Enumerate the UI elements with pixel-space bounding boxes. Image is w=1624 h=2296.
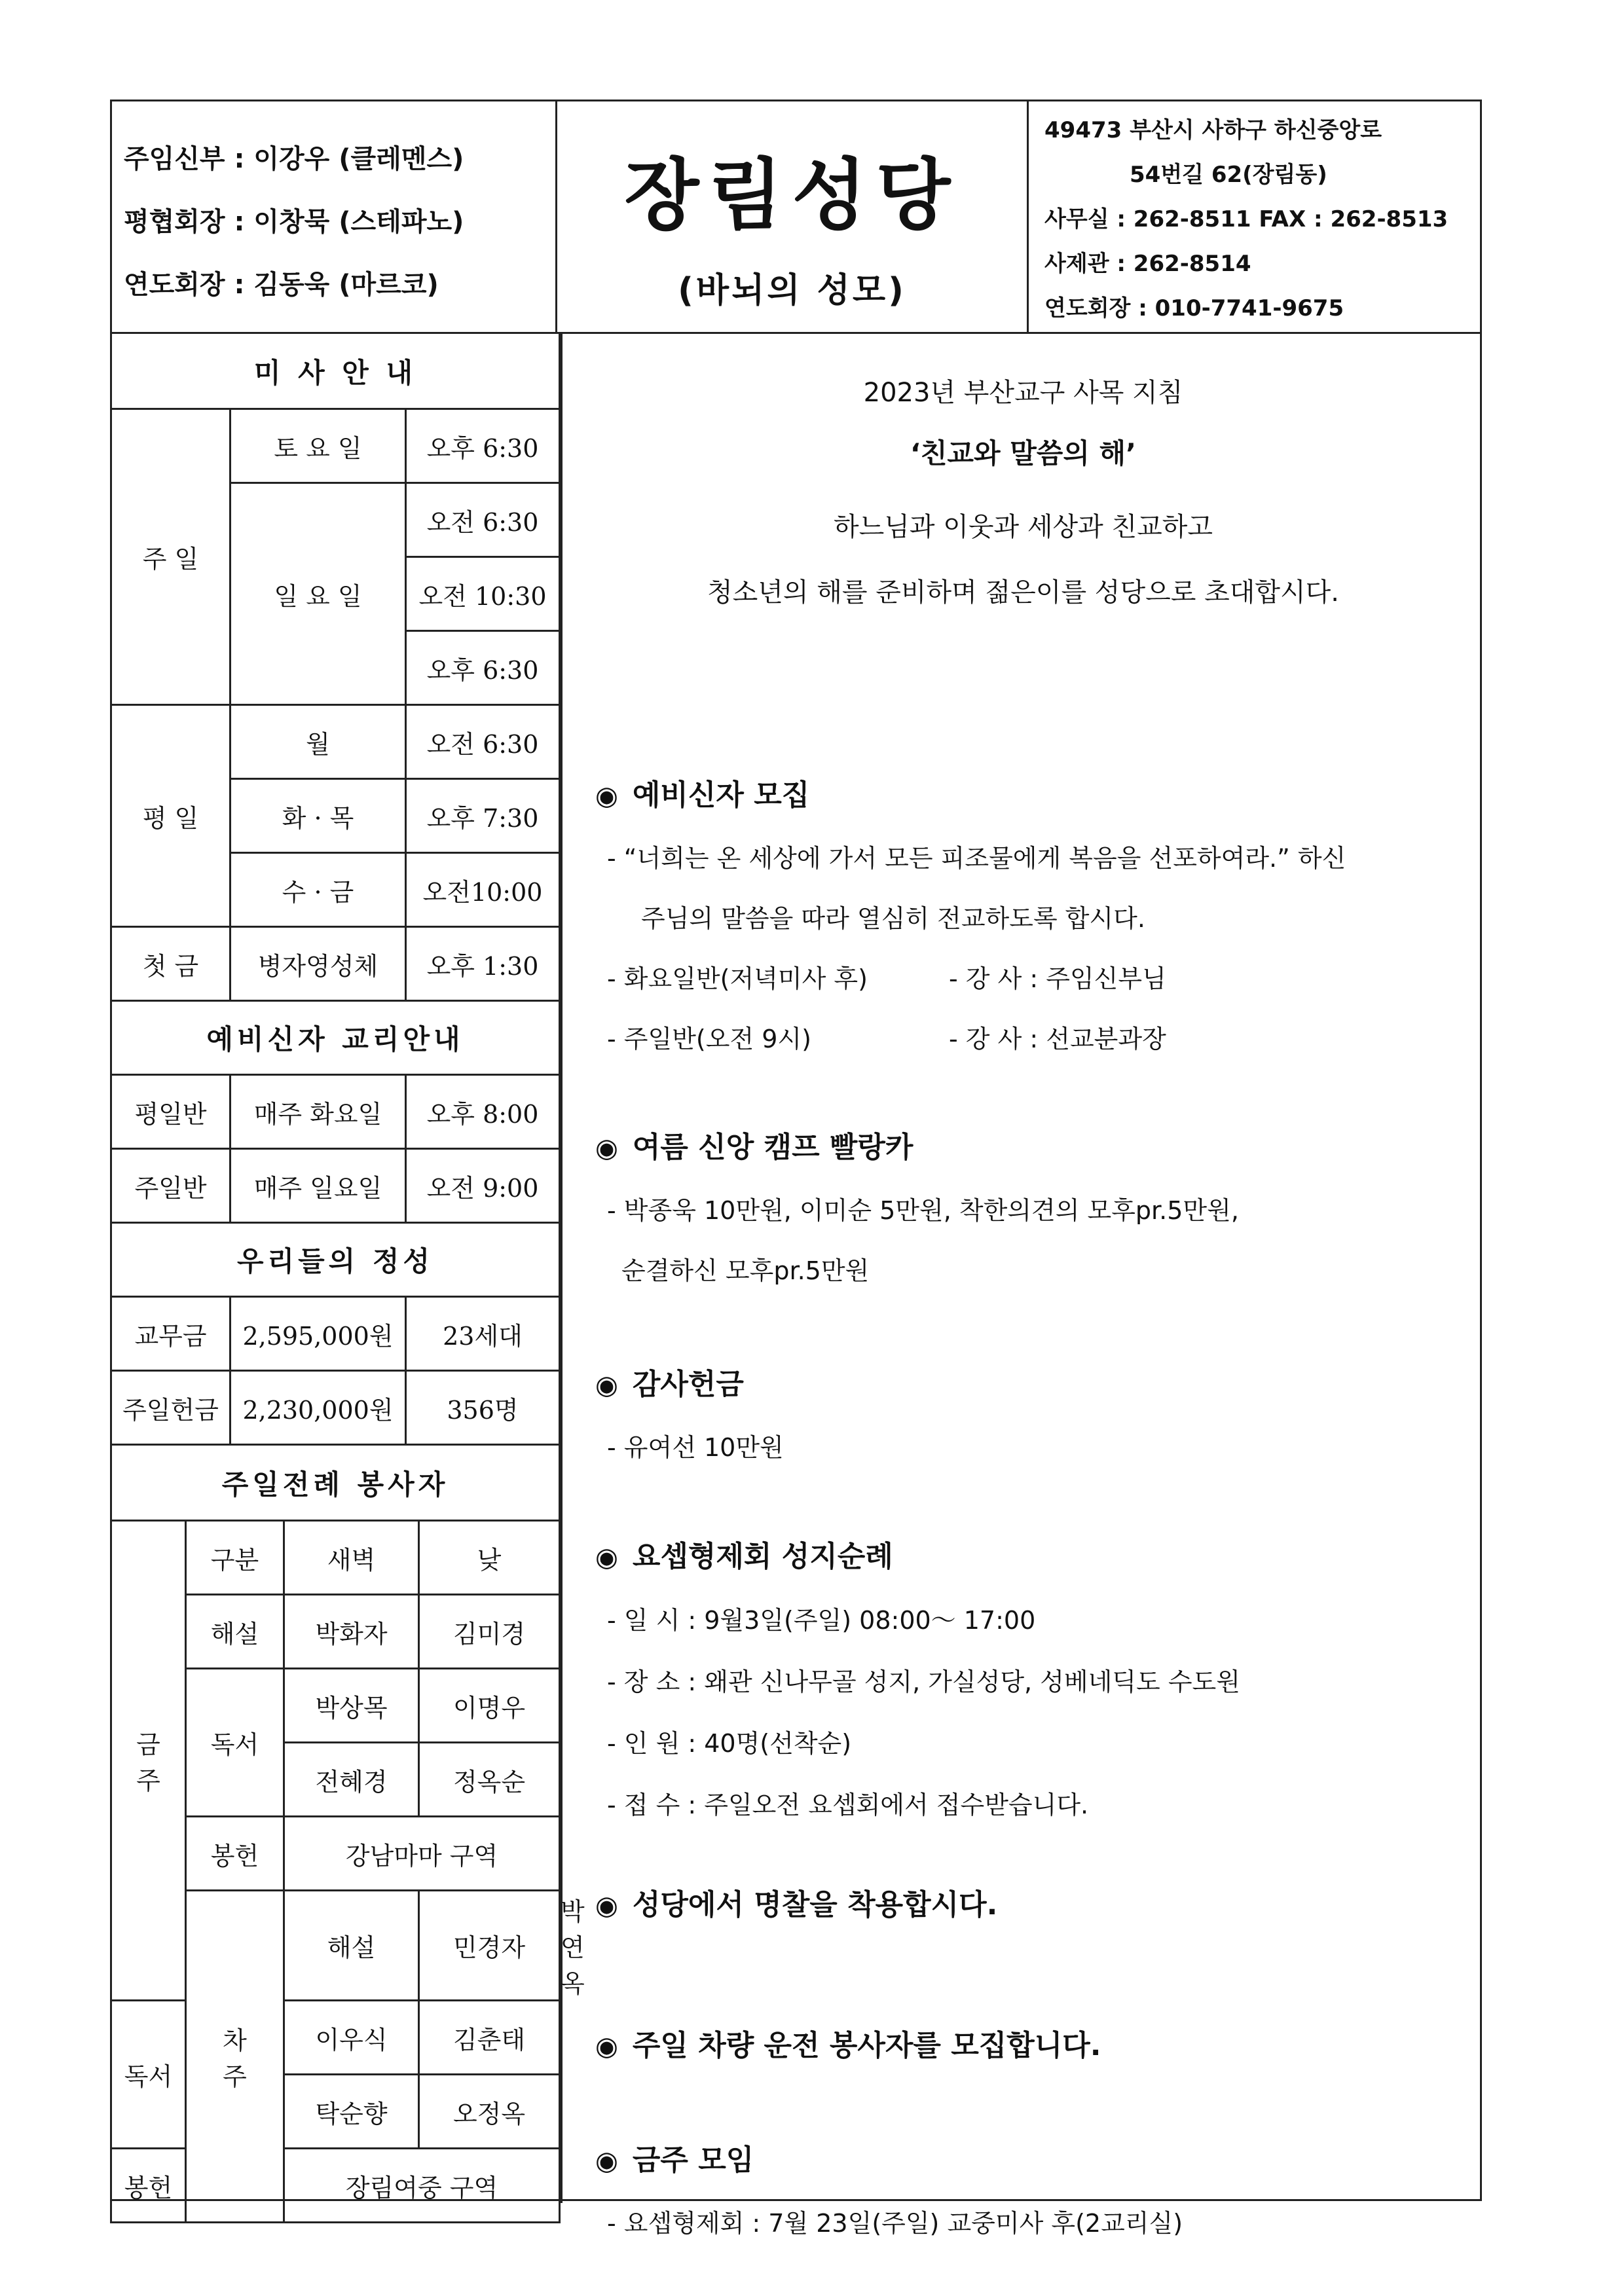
guideline-line: 하느님과 이웃과 세상과 친교하고 (833, 512, 1213, 542)
mass-table (110, 332, 561, 1446)
next-week-label: 차 주 (186, 1891, 284, 2223)
bullet-icon: ◉ (595, 1133, 618, 1163)
col-kind: 구분 (186, 1521, 284, 1595)
sun-time-1: 오전 6:30 (406, 483, 560, 557)
yeondo-president-line: 연도회장 : 김동욱 (마르코) (124, 270, 439, 300)
bullet-icon: ◉ (595, 1542, 618, 1573)
section-title: 성당에서 명찰을 착용합시다. (632, 1888, 998, 1922)
left-column (112, 334, 585, 2203)
section-line: 주님의 말씀을 따라 열심히 전교하도록 합시다. (641, 904, 1145, 933)
sun-day: 일 요 일 (231, 483, 406, 705)
catechism-day: 매주 화요일 (231, 1075, 406, 1149)
section-catechumen (595, 763, 1466, 1069)
bullet-icon: ◉ (595, 1370, 618, 1400)
server-name: 민경자 (419, 1891, 560, 2001)
section-thanksgiving (595, 1352, 1466, 1478)
section-title: 금주 모임 (632, 2143, 754, 2177)
section-line: - 요셉형제회 : 7월 23일(주일) 교중미사 후(2교리실) (607, 2209, 1183, 2238)
bullet-icon: ◉ (595, 2146, 618, 2176)
tuethu-time: 오후 7:30 (406, 779, 560, 853)
server-name: 박화자 (284, 1595, 419, 1669)
catechism-time: 오전 9:00 (406, 1149, 560, 1223)
class-row (595, 1009, 1466, 1069)
header (112, 101, 1480, 334)
section-title: 예비신자 모집 (632, 778, 810, 812)
offertory-group: 장림여중 구역 (284, 2149, 560, 2223)
header-title (557, 101, 1029, 332)
commentary-label: 해설 (186, 1595, 284, 1669)
bullet-icon: ◉ (595, 781, 618, 811)
guideline-line: 청소년의 해를 준비하며 젊은이를 성당으로 초대합시다. (707, 577, 1339, 608)
sunday-label: 주 일 (111, 409, 231, 705)
section-meetings (595, 2128, 1466, 2253)
mon-day: 월 (231, 705, 406, 779)
server-name: 김춘태 (419, 2001, 560, 2075)
col-dawn: 새벽 (284, 1521, 419, 1595)
header-contact (1029, 101, 1484, 332)
servers-table: 주일전례 봉사자 금 주 구분 새벽 낮 해설 박화자 김미경 독서 박상목 이명우 전혜경 정옥순 봉헌 강남마마 구역 차 주 해설 민경자 박연옥 독서 이우식 김춘태 탁순향 오정옥 봉헌 장림여중 구역 (110, 1444, 561, 2223)
class-row (595, 949, 1466, 1009)
catechism-day: 매주 일요일 (231, 1149, 406, 1223)
server-name: 이우식 (284, 2001, 419, 2075)
server-name: 오정옥 (419, 2075, 560, 2149)
server-name: 이명우 (419, 1669, 560, 1743)
council-president-line: 평협회장 : 이창묵 (스테파노) (124, 207, 464, 237)
offering-count: 356명 (406, 1371, 560, 1445)
catechism-label: 평일반 (111, 1075, 231, 1149)
firstfri-label: 첫 금 (111, 927, 231, 1001)
bullet-icon: ◉ (595, 2032, 618, 2062)
catechism-time: 오후 8:00 (406, 1075, 560, 1149)
sick-communion-day: 병자영성체 (231, 927, 406, 1001)
section-line: - 접 수 : 주일오전 요셉회에서 접수받습니다. (607, 1791, 1089, 1819)
wedfri-time: 오전10:00 (406, 853, 560, 927)
guideline-theme: ‘친교와 말씀의 해’ (910, 437, 1137, 469)
section-nametag (595, 1872, 1466, 1938)
bulletin-frame (110, 100, 1482, 2238)
catechism-title: 예비신자 교리안내 (111, 1001, 560, 1075)
class-teacher: - 강 사 : 선교분과장 (949, 1025, 1166, 1053)
sat-time: 오후 6:30 (406, 409, 560, 483)
patron-name: (바뇌의 성모) (678, 271, 906, 310)
catechism-label: 주일반 (111, 1149, 231, 1223)
section-title: 요셉형제회 성지순례 (632, 1540, 893, 1573)
sick-communion-time: 오후 1:30 (406, 927, 560, 1001)
section-line: - 인 원 : 40명(선착순) (607, 1729, 852, 1758)
weekday-label: 평 일 (111, 705, 231, 927)
mon-time: 오전 6:30 (406, 705, 560, 779)
address-line-1: 49473 부산시 사하구 하신중앙로 (1044, 117, 1382, 143)
section-line: 순결하신 모후pr.5만원 (621, 1256, 870, 1285)
header-staff (112, 101, 557, 332)
offertory-label: 봉헌 (111, 2149, 186, 2223)
sun-time-2: 오전 10:30 (406, 557, 560, 631)
section-line: - 장 소 : 왜관 신나무골 성지, 가실성당, 성베네딕도 수도원 (607, 1667, 1240, 1696)
commentary-label: 해설 (284, 1891, 419, 2001)
col-day: 낮 (419, 1521, 560, 1595)
offertory-group: 강남마마 구역 (284, 1817, 560, 1891)
section-line: - 유여선 10만원 (607, 1433, 784, 1462)
address-line-2: 54번길 62(장림동) (1130, 162, 1327, 188)
section-title: 주일 차량 운전 봉사자를 모집합니다. (632, 2029, 1101, 2062)
yeondo-phone: 연도회장 : 010-7741-9675 (1044, 295, 1344, 321)
offertory-label: 봉헌 (186, 1817, 284, 1891)
sun-time-3: 오후 6:30 (406, 631, 560, 705)
offering-amount: 2,230,000원 (231, 1371, 406, 1445)
pastor-line: 주임신부 : 이강우 (클레멘스) (124, 144, 464, 174)
bullet-icon: ◉ (595, 1891, 618, 1921)
offering-amount: 2,595,000원 (231, 1297, 406, 1371)
section-line: - 일 시 : 9월3일(주일) 08:00～ 17:00 (607, 1606, 1036, 1635)
section-summer-camp (595, 1115, 1466, 1301)
offering-count: 23세대 (406, 1297, 560, 1371)
section-drivers (595, 2013, 1466, 2079)
mass-title: 미 사 안 내 (111, 333, 560, 409)
pastoral-guideline (563, 370, 1484, 622)
servers-title: 주일전례 봉사자 (111, 1445, 560, 1521)
server-name: 김미경 (419, 1595, 560, 1669)
reading-label: 독서 (111, 2001, 186, 2149)
server-name: 정옥순 (419, 1743, 560, 1817)
class-name: - 주일반(오전 9시) (607, 1025, 811, 1053)
offering-label: 주일헌금 (111, 1371, 231, 1445)
office-phone: 사무실 : 262-8511 FAX : 262-8513 (1044, 206, 1449, 232)
server-name: 박상목 (284, 1669, 419, 1743)
church-name: 장림성당 (624, 150, 960, 240)
offering-label: 교무금 (111, 1297, 231, 1371)
section-title: 여름 신앙 캠프 빨랑카 (632, 1131, 913, 1164)
section-line: - “너희는 온 세상에 가서 모든 피조물에게 복음을 선포하여라.” 하신 (607, 844, 1346, 873)
this-week-label: 금 주 (111, 1521, 186, 2001)
server-name: 전혜경 (284, 1743, 419, 1817)
tuethu-day: 화 · 목 (231, 779, 406, 853)
server-name: 탁순향 (284, 2075, 419, 2149)
section-title: 감사헌금 (632, 1368, 744, 1401)
right-column (563, 334, 1484, 2238)
section-pilgrimage (595, 1524, 1466, 1836)
class-name: - 화요일반(저녁미사 후) (607, 964, 868, 993)
guideline-title: 2023년 부산교구 사목 지침 (863, 378, 1183, 408)
rectory-phone: 사제관 : 262-8514 (1044, 251, 1251, 277)
section-line: - 박종욱 10만원, 이미순 5만원, 착한의견의 모후pr.5만원, (607, 1196, 1239, 1225)
wedfri-day: 수 · 금 (231, 853, 406, 927)
reading-label: 독서 (186, 1669, 284, 1817)
offering-title: 우리들의 정성 (111, 1223, 560, 1297)
class-teacher: - 강 사 : 주임신부님 (949, 964, 1166, 993)
sat-day: 토 요 일 (231, 409, 406, 483)
